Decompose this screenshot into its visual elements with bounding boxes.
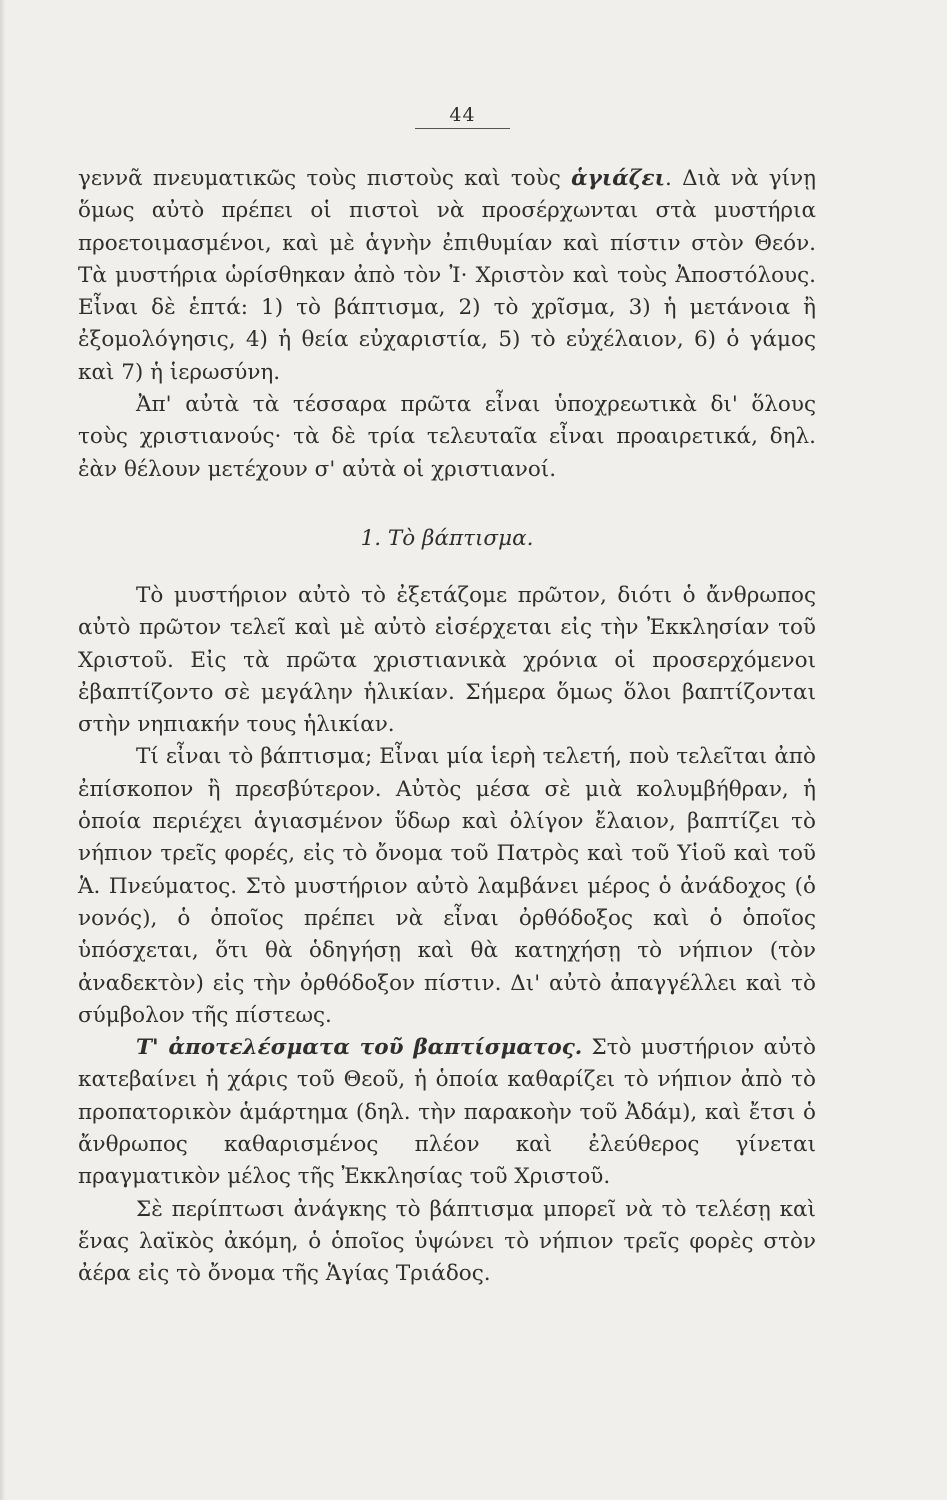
paragraph: Σὲ περίπτωσι ἀνάγκης τὸ βάπτισμα μπορεῖ νὰ τὸ τελέσῃ καὶ ἕνας λαϊκὸς ἀκόμη, ὁ ὁποῖος ὑψώνει τὸ νήπιον τρεῖς φορὲς στὸν ἀέρα εἰς τὸ ὄνομα τῆς Ἁγίας Τριάδος. xyxy=(78,1196,816,1287)
text-block-baptism xyxy=(78,580,816,1291)
paragraph-text: γεννᾶ πνευματικῶς τοὺς πιστοὺς καὶ τοὺς xyxy=(78,166,572,191)
text-block-intro xyxy=(78,163,816,486)
paragraph-text: . Διὰ νὰ γίνῃ ὅμως αὐτὸ πρέπει οἱ πιστοὶ νὰ προσέρχωνται στὰ μυστήρια προετοιμασμένοι, καὶ μὲ ἁγνὴν ἐπιθυμίαν καὶ πίστιν στὸν Θεόν. Τὰ μυστήρια ὡρίσθηκαν ἀπὸ τὸν Ἰ· Χριστὸν καὶ τοὺς Ἀποστόλους. Εἶναι δὲ ἑπτά: 1) τὸ βάπτισμα, 2) τὸ χρῖσμα, 3) ἡ μετάνοια ἢ ἐξομολόγησις, 4) ἡ θεία εὐχαριστία, 5) τὸ εὐχέλαιον, 6) ὁ γάμος καὶ 7) ἡ ἱερωσύνη. xyxy=(78,166,816,385)
paragraph: Τὸ μυστήριον αὐτὸ τὸ ἐξετάζομε πρῶτον, διότι ὁ ἄνθρωπος αὐτὸ πρῶτον τελεῖ καὶ μὲ αὐτὸ εἰσέρχεται εἰς τὴν Ἐκκλησίαν τοῦ Χριστοῦ. Εἰς τὰ πρῶτα χριστιανικὰ χρόνια οἱ προσερχόμενοι ἐβαπτίζοντο σὲ μεγάλην ἡλικίαν. Σήμερα ὅμως ὅλοι βαπτίζονται στὴν νηπιακήν τους ἡλικίαν. xyxy=(78,583,816,738)
section-heading: 1. Τὸ βάπτισμα. xyxy=(360,526,534,551)
paragraph-text: Στὸ μυστήριον αὐτὸ κατεβαίνει ἡ χάρις τοῦ Θεοῦ, ἡ ὁποία καθαρίζει τὸ νήπιον ἀπὸ τὸ προπατορικὸν ἁμάρτημα (δηλ. τὴν παρακοὴν τοῦ Ἀδάμ), καὶ ἔτσι ὁ ἄνθρωπος καθαρισμένος πλέον καὶ ἐλεύθερος γίνεται πραγματικὸν μέλος τῆς Ἐκκλησίας τοῦ Χριστοῦ. xyxy=(78,1035,816,1190)
page-number: 44 xyxy=(449,104,476,126)
page-edge-shadow xyxy=(0,0,6,1500)
emphasized-word: ἁγιάζει xyxy=(571,166,665,191)
paragraph xyxy=(78,163,816,389)
page-number-rule xyxy=(415,128,510,129)
paragraph xyxy=(78,1032,816,1193)
paragraph: Ἀπ' αὐτὰ τὰ τέσσαρα πρῶτα εἶναι ὑποχρεωτικὰ δι' ὅλους τοὺς χριστιανούς· τὰ δὲ τρία τελευταῖα εἶναι προαιρετικά, δηλ. ἐὰν θέλουν μετέχουν σ' αὐτὰ οἱ χριστιανοί. xyxy=(78,392,816,482)
paragraph: Τί εἶναι τὸ βάπτισμα; Εἶναι μία ἱερὴ τελετή, ποὺ τελεῖται ἀπὸ ἐπίσκοπον ἢ πρεσβύτερον. Αὐτὸς μέσα σὲ μιὰ κολυμβήθραν, ἡ ὁποία περιέχει ἁγιασμένον ὕδωρ καὶ ὀλίγον ἔλαιον, βαπτίζει τὸ νήπιον τρεῖς φορές, εἰς τὸ ὄνομα τοῦ Πατρὸς καὶ τοῦ Υἱοῦ καὶ τοῦ Ἁ. Πνεύματος. Στὸ μυστήριον αὐτὸ λαμβάνει μέρος ὁ ἀνάδοχος (ὁ νονός), ὁ ὁποῖος πρέπει νὰ εἶναι ὀρθόδοξος καὶ ὁ ὁποῖος ὑπόσχεται, ὅτι θὰ ὁδηγήσῃ καὶ θὰ κατηχήσῃ τὸ νήπιον (τὸν ἀναδεκτὸν) εἰς τὴν ὀρθόδοξον πίστιν. Δι' αὐτὸ ἀπαγγέλλει καὶ τὸ σύμβολον τῆς πίστεως. xyxy=(78,744,816,1028)
paragraph-subheading: Τ' ἀποτελέσματα τοῦ βαπτίσματος. xyxy=(136,1035,583,1061)
